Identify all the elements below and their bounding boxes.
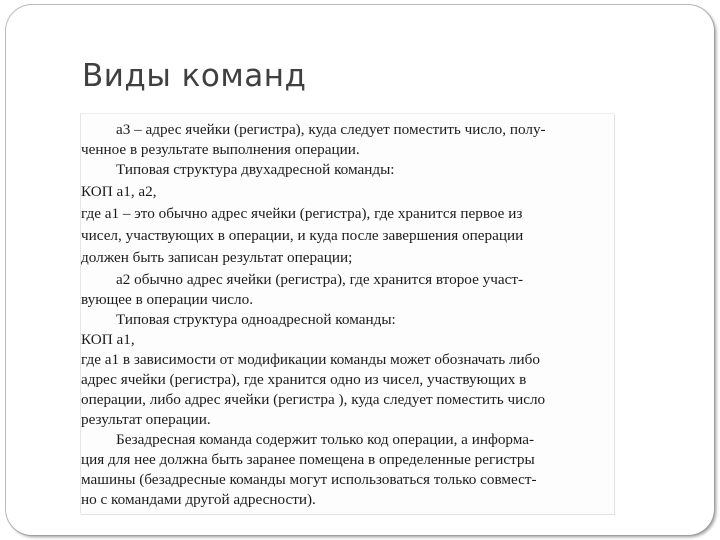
text-line: Безадресная команда содержит только код операции, а информа- (116, 431, 535, 448)
text-line: чисел, участвующих в операции, и куда после завершения операции (81, 227, 524, 244)
text-line: результат операции. (81, 411, 211, 428)
text-line: адрес ячейки (регистра), где хранится одно из чисел, участвующих в (81, 371, 527, 388)
text-line: где а1 – это обычно адрес ячейки (регистра), где хранится первое из (81, 205, 523, 222)
text-line: машины (безадресные команды могут использоваться только совмест- (81, 471, 537, 488)
text-line: операции, либо адрес ячейки (регистра ), куда следует поместить число (81, 391, 546, 408)
slide-title: Виды команд (82, 58, 307, 94)
text-line: а2 обычно адрес ячейки (регистра), где хранится второе участ- (116, 271, 524, 288)
formula-line: КОП а1, (81, 331, 135, 348)
text-line: но с командами другой адресности). (81, 491, 316, 508)
text-line: вующее в операции число. (81, 291, 253, 308)
text-line: Типовая структура одноадресной команды: (116, 311, 396, 328)
text-line: ченное в результате выполнения операции. (81, 141, 360, 158)
text-line: ция для нее должна быть заранее помещена в определенные регистры (81, 451, 535, 468)
text-line: где а1 в зависимости от модификации команды может обозначать либо (81, 351, 540, 368)
text-line: а3 – адрес ячейки (регистра), куда следует поместить число, полу- (116, 121, 546, 138)
scanned-text-image (80, 113, 614, 514)
text-line: Типовая структура двухадресной команды: (116, 161, 395, 178)
text-line: должен быть записан результат операции; (81, 249, 353, 266)
formula-line: КОП а1, а2, (81, 183, 157, 200)
